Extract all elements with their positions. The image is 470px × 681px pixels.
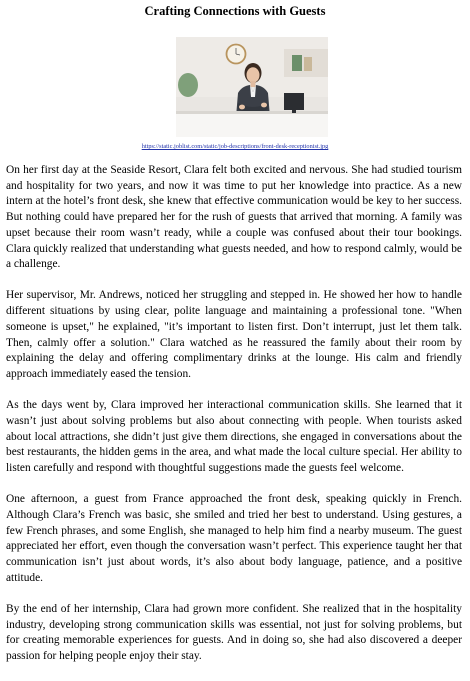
paragraph: As the days went by, Clara improved her interactional communication skills. She learned that it wasn’t just about solving problems but also about connecting with people. When tourists asked about local attractions, she didn’t just give them directions, she engaged in conversations about the best restaurants, the hidden gems in the area, and what made the local culture special. Her ability to listen carefully and respond with thoughtful suggestions made the guests feel welcome.	[6, 399, 462, 474]
paragraph: One afternoon, a guest from France approached the front desk, speaking quickly in French. Although Clara’s French was basic, she smiled and tried her best to understand. Using gestures, a few French phrases, and some English, she managed to help him find a nearby museum. The guest appreciated her effort, even though the conversation wasn’t perfect. This experience taught her that communication isn’t just about words, it’s also about body language, patience, and a positive attitude.	[6, 493, 462, 584]
paragraph: Her supervisor, Mr. Andrews, noticed her struggling and stepped in. He showed her how to handle different situations by using clear, polite language and maintaining a professional tone. "When someone is upset," he explained, "it’s important to listen first. Don’t interrupt, just let them talk. Then, calmly offer a solution." Clara watched as he reassured the family about their room by explaining the delay and offering complimentary drinks at the lounge. His calm and friendly approach immediately eased the tension.	[6, 289, 462, 380]
paragraph: On her first day at the Seaside Resort, Clara felt both excited and nervous. She had studied tourism and hospitality for two years, and now it was time to put her knowledge into practice. As a new intern at the hotel’s front desk, she knew that effective communication would be key to her success. But nothing could have prepared her for the rush of guests that arrived that morning. A family was upset because their room wasn’t ready, while a couple was confused about their tour bookings. Clara quickly realized that understanding what guests needed, and how to respond calmly, would be a challenge.	[6, 164, 462, 271]
image-source-link[interactable]: https://static.joblist.com/static/job-descriptions/front-desk-receptionist.jpg	[141, 143, 329, 150]
document-title: Crafting Connections with Guests	[144, 4, 326, 18]
paragraph: By the end of her internship, Clara had grown more confident. She realized that in the hospitality industry, developing strong communication skills was essential, not just for solving problems, but for creating memorable experiences for guests. And in doing so, she had also discovered a deeper passion for helping people enjoy their stay.	[6, 602, 462, 662]
receptionist-photo	[176, 37, 328, 137]
story-body	[6, 163, 462, 665]
